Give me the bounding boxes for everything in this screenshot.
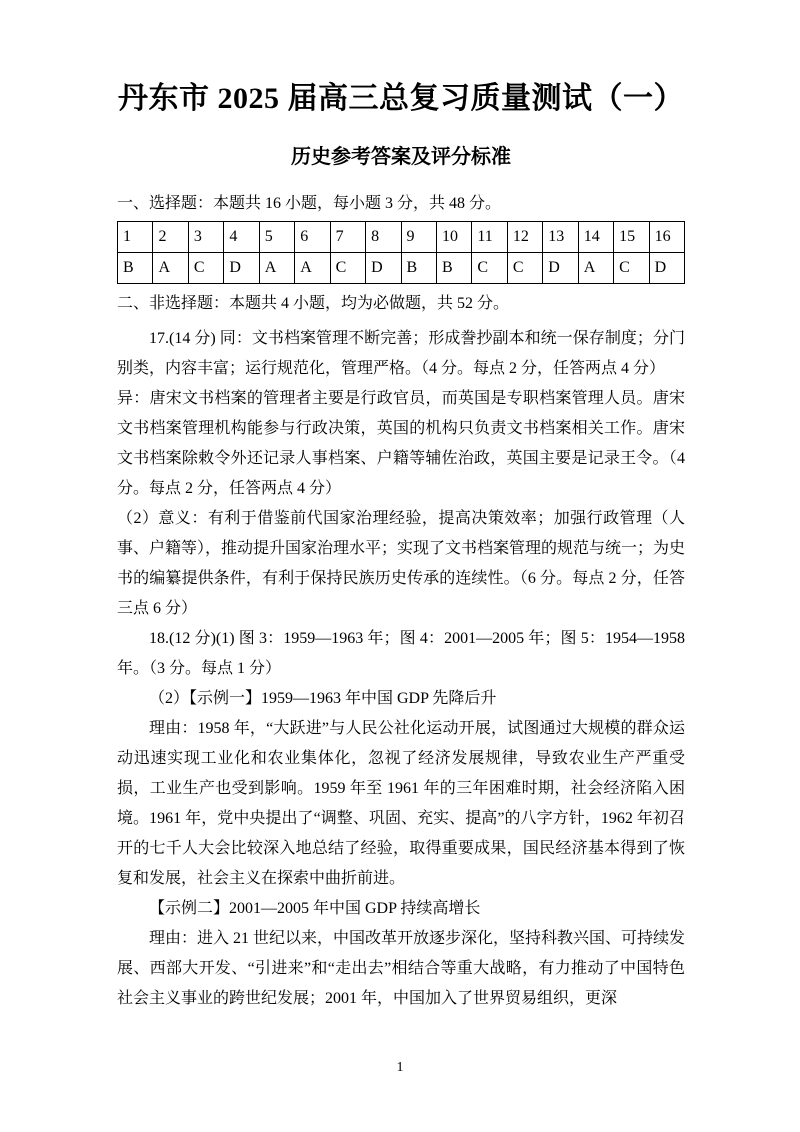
document-title: 丹东市 2025 届高三总复习质量测试（一）: [118, 82, 684, 115]
answer-17-significance: （2）意义：有利于借鉴前代国家治理经验，提高决策效率；加强行政管理（人事、户籍等），推动提升国家治理水平；实现了文书档案管理的规范与统一；为史书的编纂提供条件，有利于保持民族历史传承的连续性。（6 分。每点 2 分，任答三点 6 分）: [117, 510, 686, 617]
table-cell-number: 5: [259, 222, 294, 253]
table-cell-answer: C: [472, 253, 507, 284]
answer-key-table: [117, 221, 685, 284]
table-cell-number: 13: [543, 222, 578, 253]
answer-17-similarities: 17.(14 分) 同：文书档案管理不断完善；形成誊抄副本和统一保存制度；分门别类，内容丰富；运行规范化，管理严格。（4 分。每点 2 分，任答两点 4 分）: [117, 330, 685, 377]
table-cell-answer: D: [543, 253, 578, 284]
table-cell-answer: A: [153, 253, 188, 284]
answer-table-answer-row: [118, 253, 685, 284]
section2-heading: 二、非选择题：本题共 4 小题，均为必做题，共 52 分。: [117, 295, 510, 312]
answer-18-example2-title: 【示例二】2001—2005 年中国 GDP 持续高增长: [149, 900, 481, 917]
answer-17-differences: 异：唐宋文书档案的管理者主要是行政官员，而英国是专职档案管理人员。唐宋文书档案管理机构能参与行政决策，英国的机构只负责文书档案相关工作。唐宋文书档案除敕令外还记录人事档案、户籍等辅佐治政，英国主要是记录王令。（4 分。每点 2 分，任答两点 4 分）: [117, 390, 685, 497]
table-cell-number: 7: [330, 222, 365, 253]
answer-18-example2-reason: 理由：进入 21 世纪以来，中国改革开放逐步深化，坚持科教兴国、可持续发展、西部大开发、“引进来”和“走出去”相结合等重大战略，有力推动了中国特色社会主义事业的跨世纪发展；2001 年，中国加入了世界贸易组织，更深: [117, 930, 686, 1007]
table-cell-number: 14: [578, 222, 613, 253]
table-cell-answer: D: [649, 253, 684, 284]
table-cell-answer: A: [578, 253, 613, 284]
table-cell-number: 6: [295, 222, 330, 253]
table-cell-answer: B: [401, 253, 436, 284]
page-number: 1: [396, 1060, 404, 1075]
table-cell-number: 3: [188, 222, 223, 253]
table-cell-number: 10: [436, 222, 471, 253]
table-cell-number: 4: [224, 222, 259, 253]
table-cell-number: 12: [507, 222, 542, 253]
answer-18-example1-reason: 理由：1958 年，“大跃进”与人民公社化运动开展，试图通过大规模的群众运动迅速实现工业化和农业集体化，忽视了经济发展规律，导致农业生产严重受损，工业生产也受到影响。1959 年至 1961 年的三年困难时期，社会经济陷入困境。1961 年，党中央提出了“调整、巩固、充实、提高”的八字方针，1962 年初召开的七千人大会比较深入地总结了经验，取得重要成果，国民经济基本得到了恢复和发展，社会主义在探索中曲折前进。: [117, 720, 685, 887]
answer-table-number-row: [118, 222, 685, 253]
table-cell-answer: A: [295, 253, 330, 284]
section1-heading: 一、选择题：本题共 16 小题，每小题 3 分，共 48 分。: [117, 195, 502, 212]
table-cell-answer: B: [436, 253, 471, 284]
table-cell-answer: C: [614, 253, 649, 284]
answer-body: [117, 324, 685, 1014]
answer-18-part1: 18.(12 分)(1) 图 3：1959—1963 年；图 4：2001—2005 年；图 5：1954—1958 年。（3 分。每点 1 分）: [117, 630, 685, 677]
document-subtitle: 历史参考答案及评分标准: [291, 146, 511, 168]
table-cell-number: 8: [366, 222, 401, 253]
table-cell-answer: A: [259, 253, 294, 284]
table-cell-number: 15: [614, 222, 649, 253]
table-cell-number: 1: [118, 222, 153, 253]
table-cell-answer: D: [366, 253, 401, 284]
table-cell-answer: B: [118, 253, 153, 284]
answer-18-example1-title: （2）【示例一】1959—1963 年中国 GDP 先降后升: [149, 690, 497, 707]
table-cell-answer: C: [188, 253, 223, 284]
table-cell-number: 2: [153, 222, 188, 253]
table-cell-number: 9: [401, 222, 436, 253]
table-cell-answer: D: [224, 253, 259, 284]
table-cell-number: 11: [472, 222, 507, 253]
table-cell-answer: C: [507, 253, 542, 284]
table-cell-answer: C: [330, 253, 365, 284]
table-cell-number: 16: [649, 222, 684, 253]
